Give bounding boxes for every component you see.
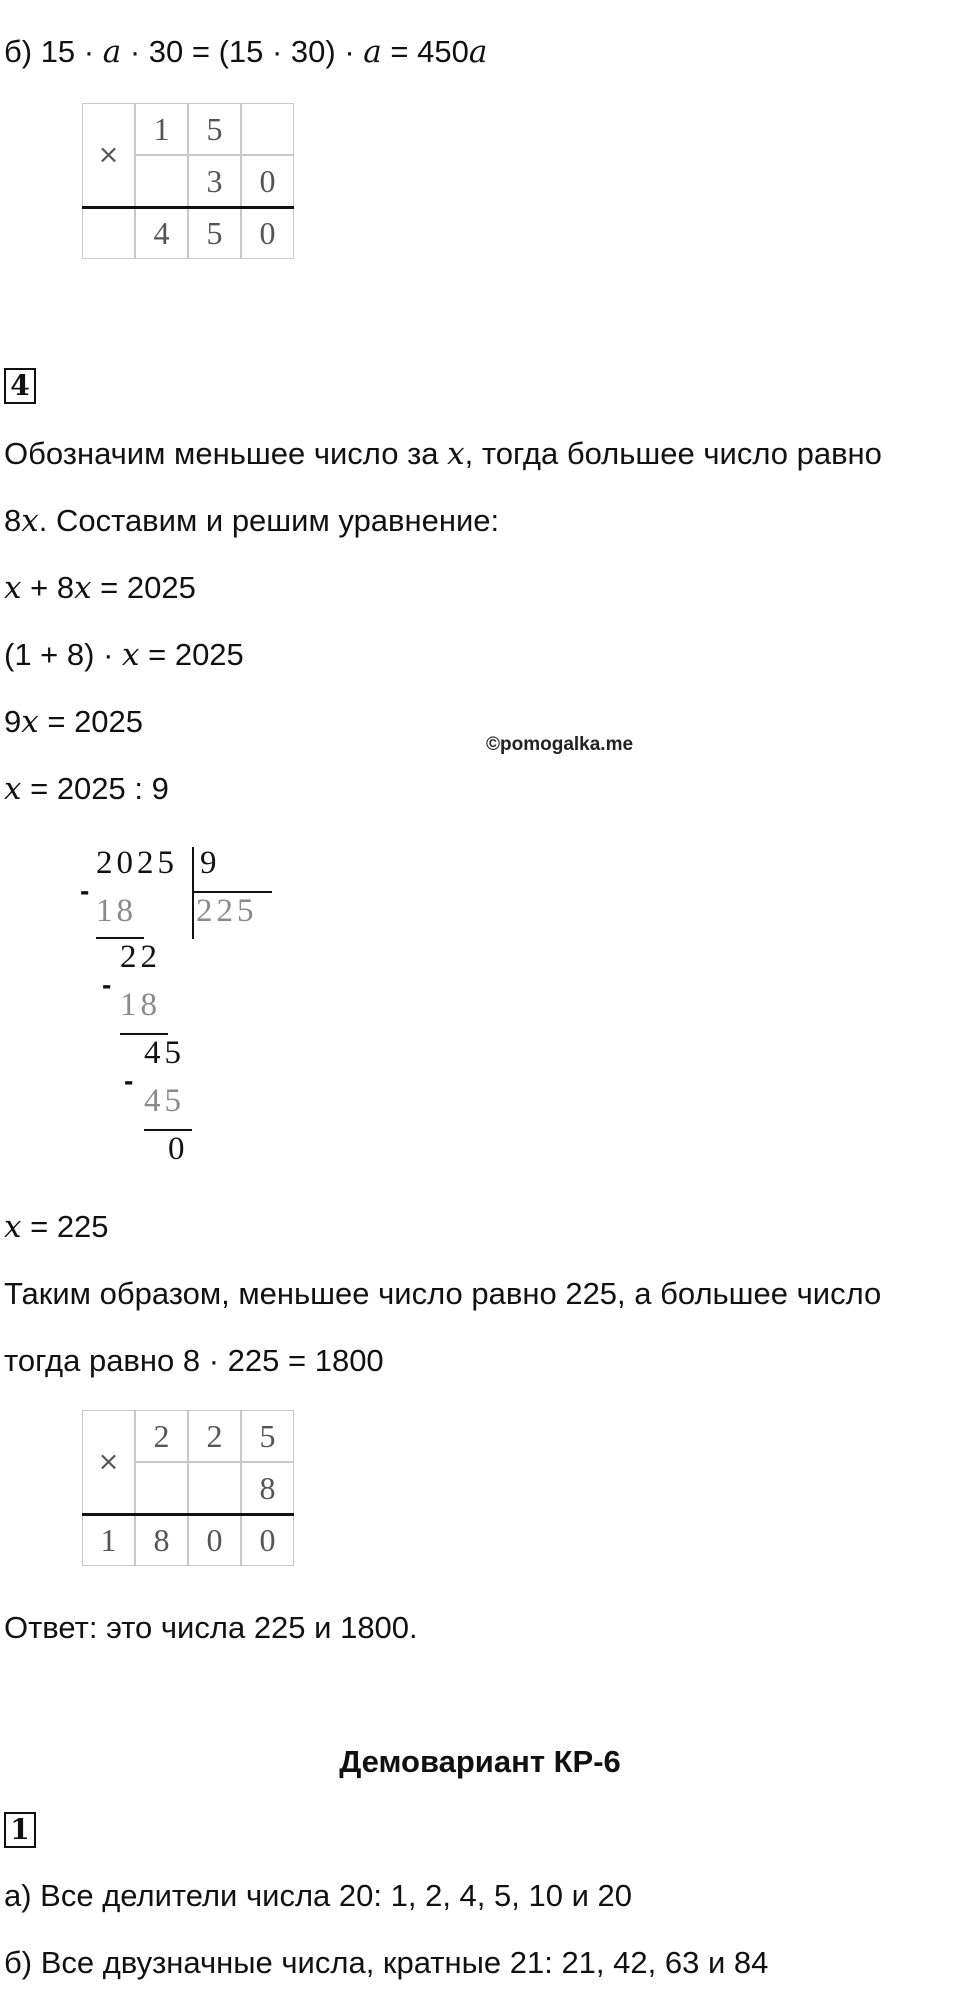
grid-cell: 3	[188, 155, 241, 207]
equation-line: x + 8x = 2025	[4, 570, 196, 606]
subtrahend: 45	[144, 1083, 185, 1119]
multiply-sign: ×	[82, 1410, 135, 1514]
division-bar	[192, 847, 194, 939]
equation-line: x = 225	[4, 1209, 109, 1245]
paragraph-line: б) Все двузначные числа, кратные 21: 21, 42, 63 и 84	[4, 1945, 769, 1980]
grid-cell	[241, 103, 294, 155]
grid-cell	[135, 1462, 188, 1514]
minus-sign: -	[80, 875, 94, 906]
grid-cell: 0	[241, 207, 294, 259]
remainder: 22	[120, 939, 161, 975]
subtrahend: 18	[96, 893, 137, 929]
grid-cell: 8	[135, 1514, 188, 1566]
paragraph-line: тогда равно 8 · 225 = 1800	[4, 1343, 384, 1378]
grid-cell: 4	[135, 207, 188, 259]
grid-cell	[82, 207, 135, 259]
paragraph-line: Обозначим меньшее число за x, тогда большее число равно	[4, 436, 882, 472]
grid-cell: 5	[241, 1410, 294, 1462]
paragraph-line: а) Все делители числа 20: 1, 2, 4, 5, 10 и 20	[4, 1878, 632, 1913]
multiplication-grid-15x30	[82, 103, 294, 259]
grid-cell: 1	[135, 103, 188, 155]
remainder: 45	[144, 1035, 185, 1071]
final-remainder: 0	[168, 1131, 189, 1167]
grid-cell: 0	[241, 1514, 294, 1566]
result-rule	[82, 1513, 294, 1516]
section-title: Демовариант КР-6	[339, 1744, 621, 1779]
grid-cell: 1	[82, 1514, 135, 1566]
answer-line: Ответ: это числа 225 и 1800.	[4, 1610, 418, 1645]
task-number-box: 4	[4, 368, 36, 404]
watermark: ©pomogalka.me	[486, 734, 634, 755]
grid-cell	[188, 1462, 241, 1514]
grid-cell: 5	[188, 103, 241, 155]
subtrahend: 18	[120, 987, 161, 1023]
minus-sign: -	[102, 969, 116, 1000]
minus-sign: -	[124, 1065, 138, 1096]
quotient: 225	[196, 893, 258, 929]
task-number-box: 1	[4, 1812, 36, 1848]
equation-line: 9x = 2025	[4, 704, 144, 740]
dividend: 2025	[96, 845, 178, 881]
multiply-sign: ×	[82, 103, 135, 207]
paragraph-line: Таким образом, меньшее число равно 225, а большее число	[4, 1276, 882, 1311]
equation-line: (1 + 8) · x = 2025	[4, 637, 244, 673]
multiplication-grid-225x8	[82, 1410, 294, 1566]
grid-cell: 0	[188, 1514, 241, 1566]
grid-cell	[135, 155, 188, 207]
long-division	[72, 845, 292, 1175]
divisor: 9	[200, 845, 221, 881]
grid-cell: 8	[241, 1462, 294, 1514]
paragraph-line: 8x. Составим и решим уравнение:	[4, 503, 500, 539]
equation-line: x = 2025 : 9	[4, 771, 169, 807]
grid-cell: 2	[135, 1410, 188, 1462]
grid-cell: 5	[188, 207, 241, 259]
result-rule	[82, 206, 294, 209]
part-b-equation: б) 15 · a · 30 = (15 · 30) · a = 450a	[4, 34, 488, 70]
grid-cell: 2	[188, 1410, 241, 1462]
grid-cell: 0	[241, 155, 294, 207]
